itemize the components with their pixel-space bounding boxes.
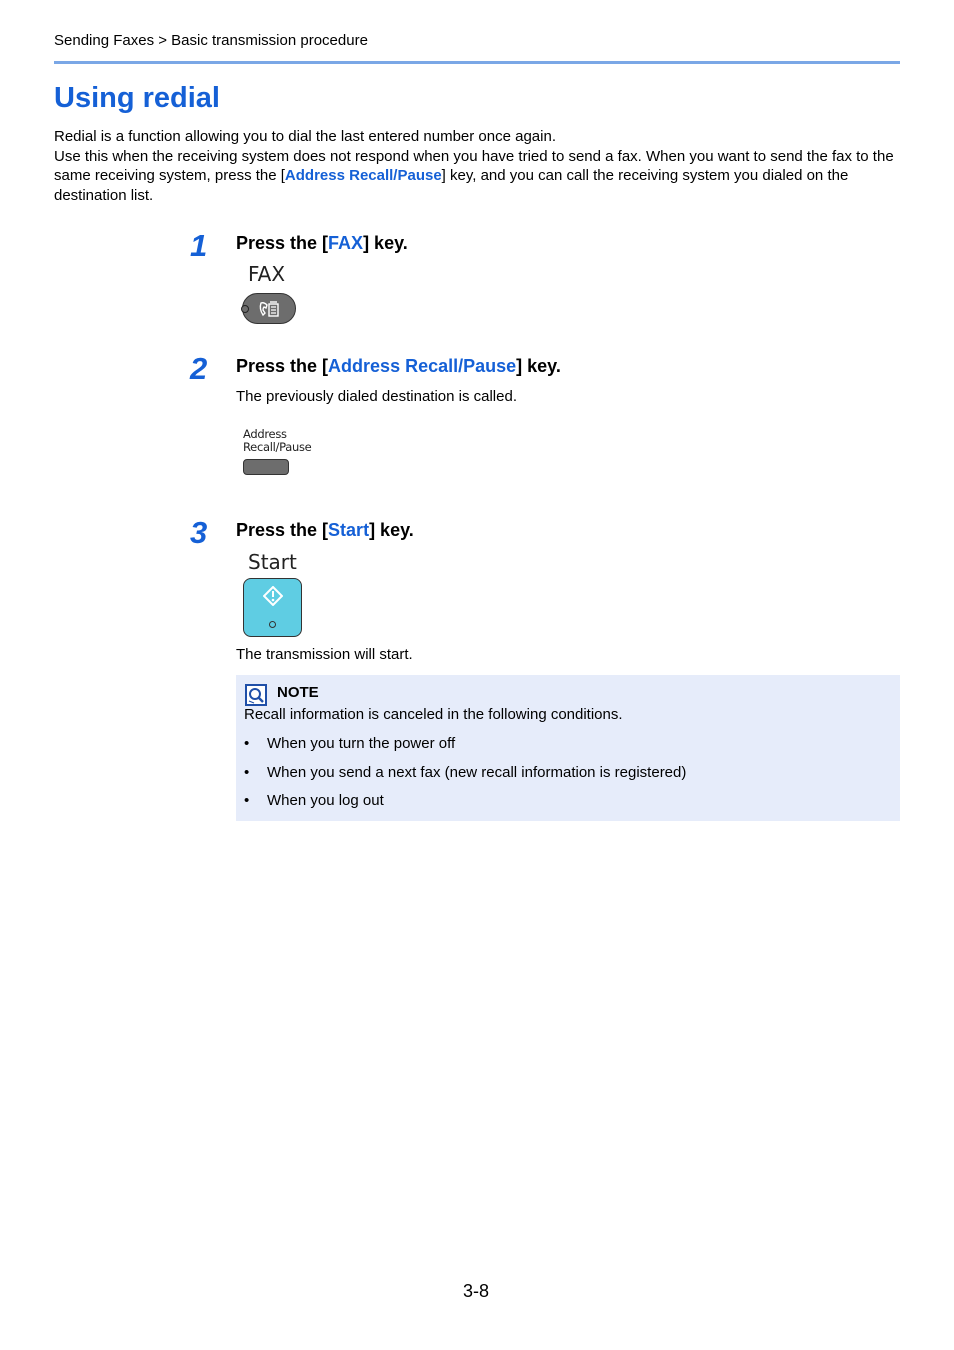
start-diamond-icon <box>263 586 283 606</box>
note-list <box>244 735 686 821</box>
step-3-key: Start <box>328 520 370 540</box>
address-recall-pause-button[interactable] <box>243 459 289 475</box>
list-item <box>244 735 686 764</box>
recall-key-label-line2: Recall/Pause <box>243 439 312 454</box>
step-2-number: 2 <box>190 351 208 386</box>
step-1-key: FAX <box>328 233 364 253</box>
step-2-title <box>236 356 561 377</box>
breadcrumb: Sending Faxes > Basic transmission procedure <box>54 32 368 49</box>
fax-led-icon <box>241 305 249 313</box>
intro-line-2b: ] key, and you can call the receiving system you dialed on the destination list. <box>54 167 849 204</box>
list-item <box>244 792 686 821</box>
fax-phone-icon <box>258 299 282 319</box>
header-rule <box>54 61 900 64</box>
bullet: • <box>244 735 250 752</box>
list-item <box>244 764 686 793</box>
step-1-prefix: Press the [ <box>236 233 329 253</box>
recall-key-label <box>243 428 311 453</box>
list-item-text: When you turn the power off <box>267 735 456 752</box>
step-1-number: 1 <box>190 228 208 263</box>
step-2-suffix: ] key. <box>516 356 561 376</box>
step-1-title <box>236 233 408 254</box>
page-title: Using redial <box>54 82 220 114</box>
start-key-label: Start <box>248 550 297 574</box>
intro-line-2a: Use this when the receiving system does not respond when you have tried to send a fax. When you want to send the fax to the same receiving system, press the [ <box>54 147 894 184</box>
start-button[interactable] <box>243 578 302 637</box>
step-2-key: Address Recall/Pause <box>328 356 517 376</box>
note-heading: NOTE <box>277 684 319 701</box>
note-box <box>236 675 900 821</box>
step-3-title <box>236 520 414 541</box>
fax-button[interactable] <box>242 293 296 324</box>
note-icon <box>245 684 267 706</box>
step-3-description: The transmission will start. <box>236 646 413 663</box>
intro-line-2 <box>54 147 904 206</box>
start-led-icon <box>269 621 276 628</box>
list-item-text: When you send a next fax (new recall information is registered) <box>267 763 687 781</box>
step-2-prefix: Press the [ <box>236 356 329 376</box>
recall-key-label-line1: Address <box>243 427 287 441</box>
intro-text <box>54 127 904 205</box>
address-recall-keyword: Address Recall/Pause <box>284 167 442 184</box>
step-3-number: 3 <box>190 515 208 550</box>
list-item-text: When you log out <box>267 792 384 810</box>
bullet: • <box>244 792 250 810</box>
page-number: 3-8 <box>463 1281 490 1301</box>
intro-line-1: Redial is a function allowing you to dial the last entered number once again. <box>54 128 556 145</box>
step-3-suffix: ] key. <box>369 520 414 540</box>
step-3-prefix: Press the [ <box>236 520 329 540</box>
step-1-suffix: ] key. <box>363 233 408 253</box>
note-text: Recall information is canceled in the following conditions. <box>244 706 623 723</box>
bullet: • <box>244 763 250 781</box>
fax-key-label: FAX <box>248 262 286 286</box>
step-2-description: The previously dialed destination is called. <box>236 388 517 405</box>
